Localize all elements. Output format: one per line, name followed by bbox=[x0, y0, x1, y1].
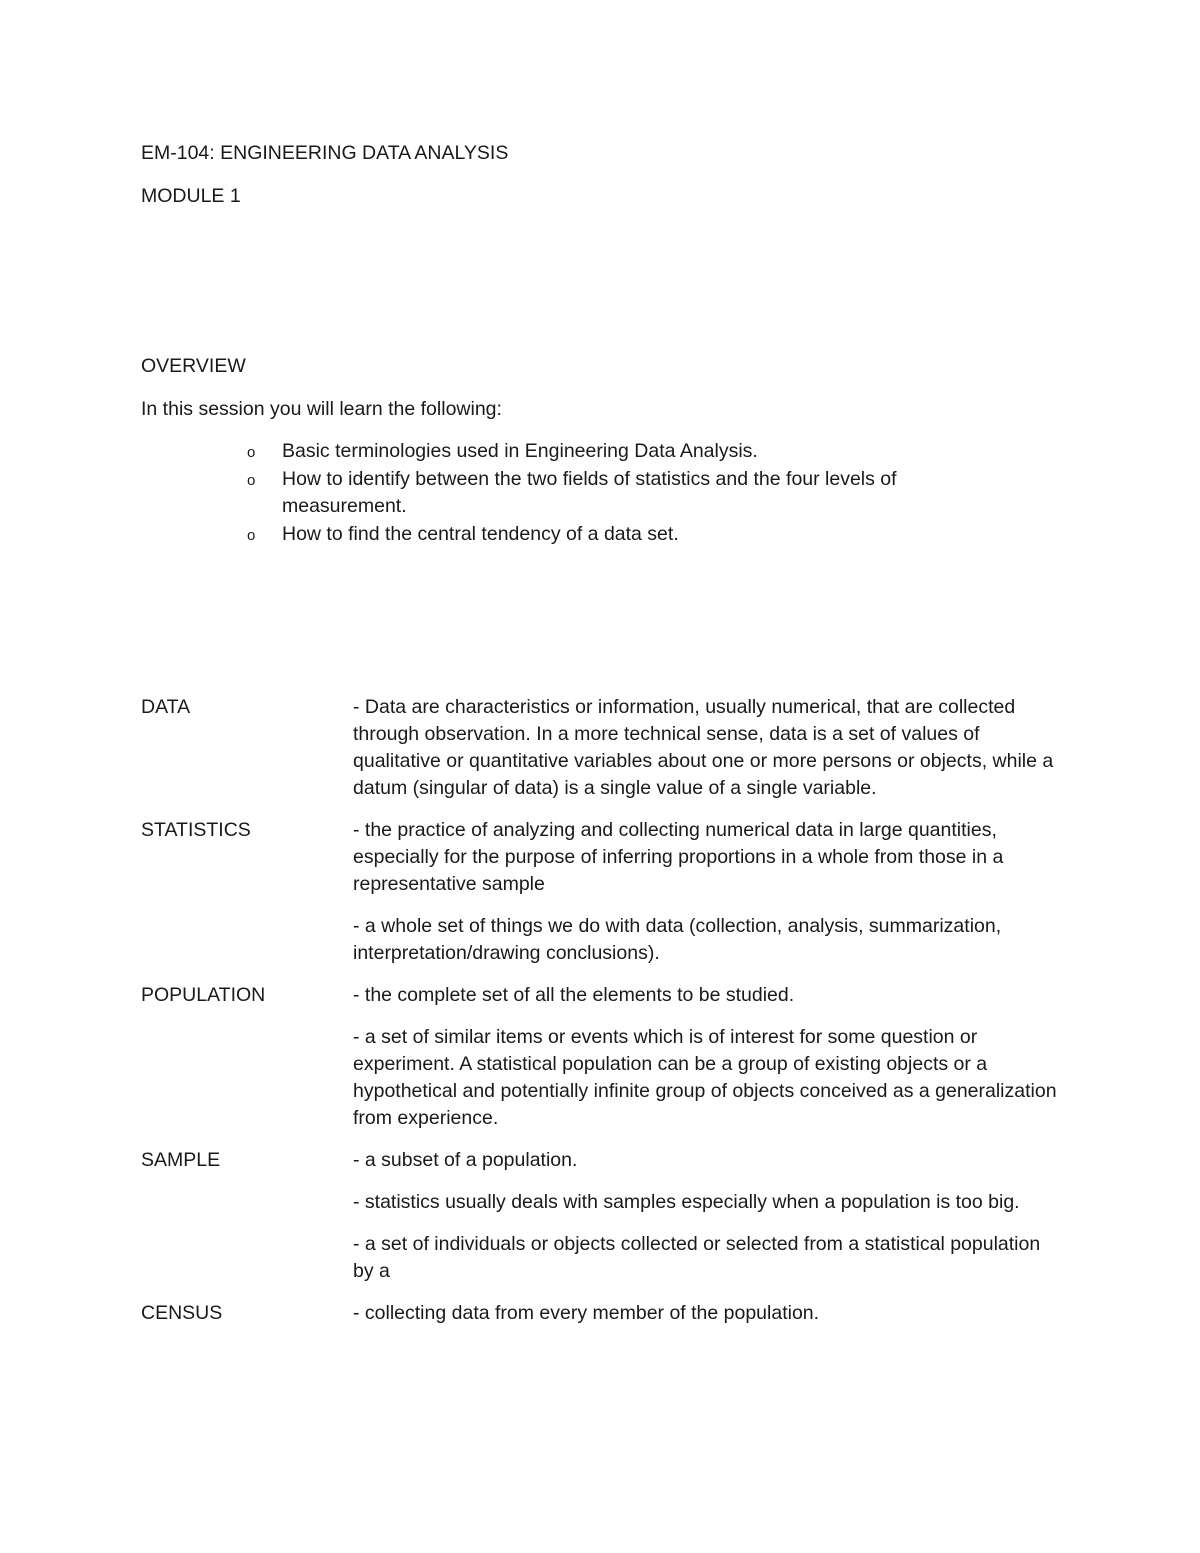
definition-paragraph: - a whole set of things we do with data (collection, analysis, summarization, interpretation/drawing conclusions). bbox=[353, 915, 1002, 964]
module-label: MODULE 1 bbox=[141, 185, 241, 207]
course-title: EM-104: ENGINEERING DATA ANALYSIS bbox=[141, 142, 509, 164]
definition-term: SAMPLE bbox=[141, 1149, 221, 1171]
definition-term: POPULATION bbox=[141, 984, 266, 1006]
overview-heading: OVERVIEW bbox=[141, 355, 246, 377]
definition-paragraph: - Data are characteristics or information, usually numerical, that are collected through observation. In a more technical sense, data is a set of values of qualitative or quantitative variables about one or more persons or objects, while a datum (singular of data) is a single value of a single variable. bbox=[353, 696, 1054, 799]
definition-description bbox=[353, 1147, 1058, 1285]
objective-text: How to identify between the two fields of statistics and the four levels of measurement. bbox=[282, 467, 897, 517]
definitions-list bbox=[141, 694, 1071, 1342]
objective-item bbox=[247, 466, 1007, 521]
overview-intro: In this session you will learn the following: bbox=[141, 398, 502, 420]
objective-text: How to find the central tendency of a data set. bbox=[282, 522, 679, 545]
definition-statistics bbox=[141, 817, 1071, 967]
definition-paragraph: - the practice of analyzing and collecting numerical data in large quantities, especially for the purpose of inferring proportions in a whole from those in a representative sample bbox=[353, 819, 1004, 895]
bullet-icon: o bbox=[247, 526, 256, 544]
definition-sample bbox=[141, 1147, 1071, 1285]
definition-description bbox=[353, 1300, 1058, 1327]
definition-description bbox=[353, 817, 1058, 967]
definition-population bbox=[141, 982, 1071, 1132]
definition-paragraph: - a set of similar items or events which is of interest for some question or experiment. A statistical population can be a group of existing objects or a hypothetical and potentially infinite group of objects conceived as a generalization from experience. bbox=[353, 1026, 1057, 1129]
definition-term: STATISTICS bbox=[141, 819, 251, 841]
definition-paragraph: - statistics usually deals with samples especially when a population is too big. bbox=[353, 1191, 1020, 1213]
definition-term: DATA bbox=[141, 696, 191, 718]
definition-paragraph: - a subset of a population. bbox=[353, 1149, 578, 1171]
definition-paragraph: - collecting data from every member of the population. bbox=[353, 1302, 820, 1324]
definition-term: CENSUS bbox=[141, 1302, 223, 1324]
definition-data bbox=[141, 694, 1071, 802]
definition-paragraph: - the complete set of all the elements to be studied. bbox=[353, 984, 795, 1006]
bullet-icon: o bbox=[247, 471, 256, 489]
objective-text: Basic terminologies used in Engineering Data Analysis. bbox=[282, 440, 758, 462]
bullet-icon: o bbox=[247, 444, 256, 461]
definition-paragraph: - a set of individuals or objects collected or selected from a statistical population by a bbox=[353, 1233, 1041, 1282]
definition-description bbox=[353, 694, 1058, 802]
definition-census bbox=[141, 1300, 1071, 1327]
objective-item bbox=[247, 521, 1007, 549]
objectives-list bbox=[247, 438, 1007, 548]
objective-item bbox=[247, 438, 1007, 466]
definition-description bbox=[353, 982, 1058, 1132]
